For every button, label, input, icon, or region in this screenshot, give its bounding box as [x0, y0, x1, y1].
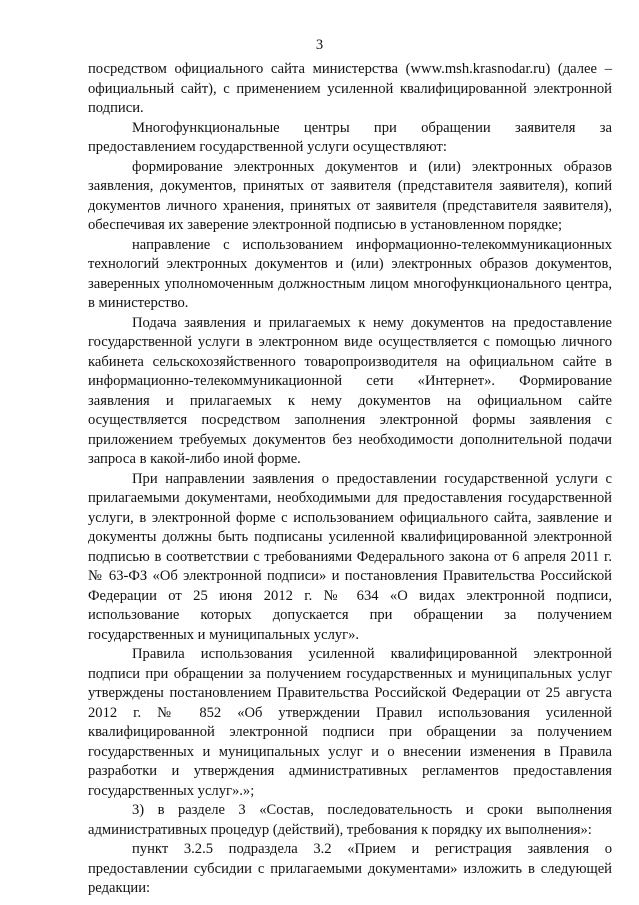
paragraph-3: формирование электронных документов и (или) электронных образов заявления, документов, принятых от заявителя (представителя заявителя), копий документов личного хранения, принятых от заявителя (представителя заявителя), обеспечивая их заверение электронной подписью в установленном порядке;	[88, 158, 612, 233]
paragraph-1: посредством официального сайта министерства (www.msh.krasnodar.ru) (далее – официальный сайт), с применением усиленной квалифицированной электронной подписи.	[88, 61, 612, 116]
paragraph-5: Подача заявления и прилагаемых к нему документов на предоставление государственной услуги в электронном виде осуществляется с помощью личного кабинета сельскохозяйственного товаропроизводителя на официальном сайте в информационно-телекоммуникационной сети «Интернет». Формирование заявления и прилагаемых к нему документов на официальном сайте осуществляется посредством заполнения электронной формы заявления с приложением требуемых документов без необходимости дополнительной подачи запроса в какой-либо иной форме.	[88, 314, 612, 467]
paragraph-9: пункт 3.2.5 подраздела 3.2 «Прием и регистрация заявления о предоставлении субсидии с прилагаемыми документами» изложить в следующей редакции:	[88, 841, 612, 896]
document-body	[88, 60, 612, 899]
paragraph-7: Правила использования усиленной квалифицированной электронной подписи при обращении за получением государственных и муниципальных услуг утверждены постановлением Правительства Российской Федерации от 25 августа 2012 г. № 852 «Об утверждении Правил использования усиленной квалифицированной электронной подписи при обращении за получением государственных и муниципальных услуг и о внесении изменения в Правила разработки и утверждения административных регламентов предоставления государственных услуг».»;	[88, 646, 612, 799]
page-number: 3	[315, 37, 324, 53]
paragraph-8: 3) в разделе 3 «Состав, последовательность и сроки выполнения административных процедур (действий), требования к порядку их выполнения»:	[88, 802, 612, 838]
paragraph-2: Многофункциональные центры при обращении заявителя за предоставлением государственной услуги осуществляют:	[88, 119, 612, 155]
paragraph-6: При направлении заявления о предоставлении государственной услуги с прилагаемыми документами, необходимыми для предоставления государственной услуги, в электронной форме с использованием официального сайта, заявление и документы должны быть подписаны усиленной квалифицированной электронной подписью в соответствии с требованиями Федерального закона от 6 апреля 2011 г. № 63-ФЗ «Об электронной подписи» и постановления Правительства Российской Федерации от 25 июня 2012 г. № 634 «О видах электронной подписи, использование которых допускается при обращении за получением государственных и муниципальных услуг».	[88, 470, 612, 643]
paragraph-4: направление с использованием информационно-телекоммуникационных технологий электронных документов и (или) электронных образов документов, заверенных уполномоченным должностным лицом многофункционального центра, в министерство.	[88, 236, 612, 311]
